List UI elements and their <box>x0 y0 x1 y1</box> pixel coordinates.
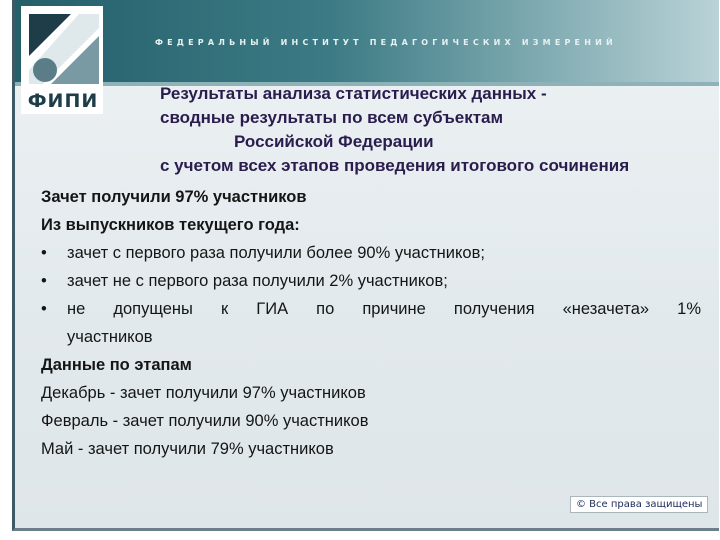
bullet-text-continuation: участников <box>67 328 153 346</box>
stages-heading: Данные по этапам <box>41 356 192 374</box>
bullet-marker: • <box>41 272 47 290</box>
title-line-1: Результаты анализа статистических данных - <box>160 84 547 103</box>
list-item <box>41 239 701 267</box>
slide-title <box>160 82 719 178</box>
fipi-logo <box>21 6 103 114</box>
title-line-3: Российской Федерации <box>234 132 434 151</box>
logo-text: ФИПИ <box>27 90 99 112</box>
slide-body <box>41 183 701 463</box>
list-item <box>41 295 701 351</box>
graduates-heading: Из выпускников текущего года: <box>41 216 300 234</box>
stage-line: Май - зачет получили 79% участников <box>41 440 334 458</box>
summary-line: Зачет получили 97% участников <box>41 188 307 206</box>
bullet-text: не допущены к ГИА по причине получения «незачета» 1% <box>67 300 701 318</box>
bullet-text: зачет с первого раза получили более 90% участников; <box>67 244 485 262</box>
stage-line: Февраль - зачет получили 90% участников <box>41 412 369 430</box>
bullet-marker: • <box>41 244 47 262</box>
bullet-marker: • <box>41 300 47 318</box>
stage-line: Декабрь - зачет получили 97% участников <box>41 384 366 402</box>
bullet-text: зачет не с первого раза получили 2% участников; <box>67 272 448 290</box>
title-line-2: сводные результаты по всем субъектам <box>160 108 504 127</box>
slide <box>12 0 719 531</box>
list-item <box>41 267 701 295</box>
fipi-logo-emblem <box>21 6 103 90</box>
institute-name: ФЕДЕРАЛЬНЫЙ ИНСТИТУТ ПЕДАГОГИЧЕСКИХ ИЗМЕРЕНИЙ <box>155 38 617 47</box>
header-banner <box>15 0 719 82</box>
copyright-badge: © Все права защищены <box>570 496 708 513</box>
title-line-4: с учетом всех этапов проведения итогового сочинения <box>160 156 630 175</box>
